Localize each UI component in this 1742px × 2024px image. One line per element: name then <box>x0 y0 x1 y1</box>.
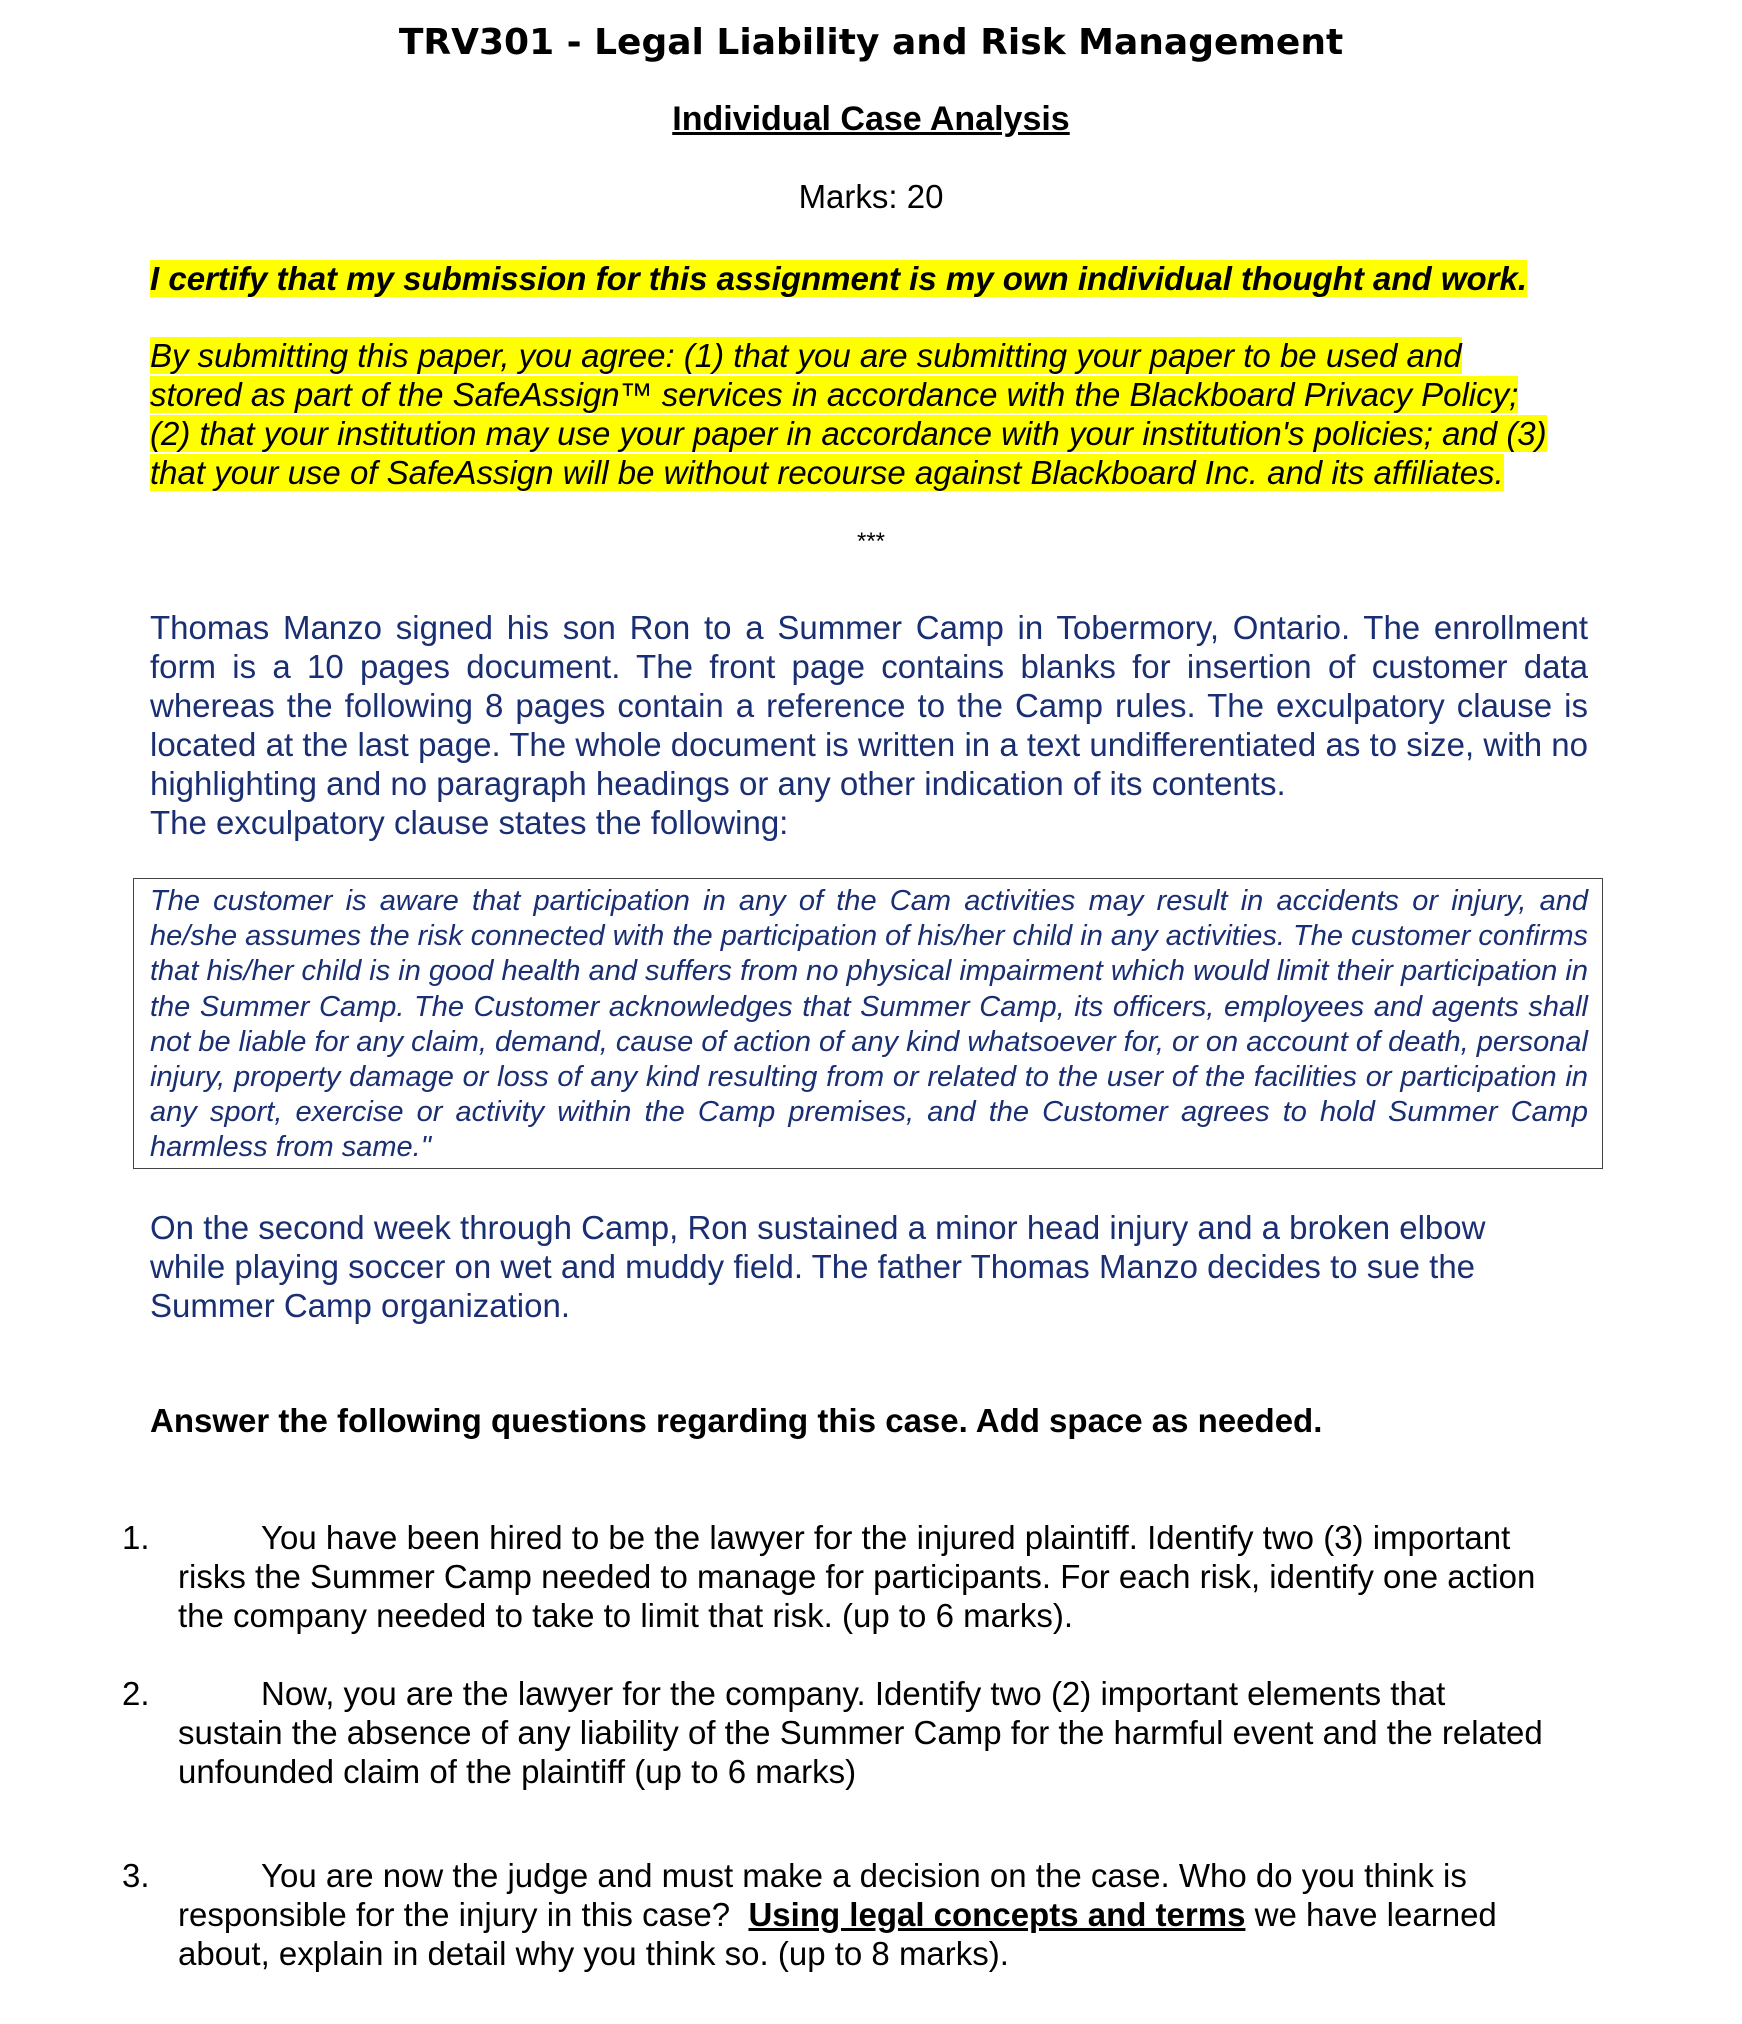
question-body <box>178 1518 1598 1635</box>
marks-label: Marks: 20 <box>798 178 944 215</box>
agreement-line: By submitting this paper, you agree: (1) that you are submitting your paper to be used and <box>150 337 1462 374</box>
question-text: responsible for the injury in this case? <box>178 1896 749 1933</box>
agreement-line: that your use of SafeAssign will be without recourse against Blackboard Inc. and its affiliates. <box>150 454 1504 491</box>
answer-instructions: Answer the following questions regarding this case. Add space as needed. <box>150 1402 1323 1439</box>
event-line: On the second week through Camp, Ron sustained a minor head injury and a broken elbow <box>150 1209 1486 1246</box>
question-line: unfounded claim of the plaintiff (up to 6 marks) <box>178 1753 857 1790</box>
case-event <box>150 1208 1590 1325</box>
question-text: we have learned <box>1245 1896 1497 1933</box>
case-narrative <box>150 608 1588 842</box>
exculpatory-clause-text: The customer is aware that participation in any of the Cam activities may result in accidents or injury, and he/she assumes the risk connected with the participation of his/her child in any activities. The customer confirms that his/her child is in good health and suffers from no physical impairment which would limit their participation in the Summer Camp. The Customer acknowledges that Summer Camp, its officers, employees and agents shall not be liable for any claim, demand, cause of action of any kind whatsoever for, or on account of death, personal injury, property damage or loss of any kind resulting from or related to the user of the facilities or participation in any sport, exercise or activity within the Camp premises, and the Customer agrees to hold Summer Camp harmless from same." <box>150 885 1588 1164</box>
case-narrative-text: Thomas Manzo signed his son Ron to a Summer Camp in Tobermory, Ontario. The enrollment form is a 10 pages document. The front page contains blanks for insertion of customer data whereas the following 8 pages contain a reference to the Camp rules. The exculpatory clause is located at the last page. The whole document is written in a text undifferentiated as to size, with no highlighting and no paragraph headings or any other indication of its contents. <box>150 609 1588 802</box>
question-body <box>178 1674 1598 1791</box>
event-line: while playing soccer on wet and muddy field. The father Thomas Manzo decides to sue the <box>150 1248 1476 1285</box>
question-line: You have been hired to be the lawyer for the injured plaintiff. Identify two (3) important <box>261 1519 1511 1556</box>
question-line: You are now the judge and must make a decision on the case. Who do you think is <box>261 1857 1467 1894</box>
question-number: 3. <box>122 1857 150 1894</box>
question-line: Now, you are the lawyer for the company. Identify two (2) important elements that <box>261 1675 1446 1712</box>
certification-text: I certify that my submission for this assignment is my own individual thought and work. <box>150 260 1528 297</box>
agreement-line: stored as part of the SafeAssign™ services in accordance with the Blackboard Privacy Policy; <box>150 376 1519 413</box>
question-line: the company needed to take to limit that risk. (up to 6 marks). <box>178 1597 1074 1634</box>
safeassign-agreement <box>150 336 1570 492</box>
question-number: 1. <box>122 1519 150 1556</box>
agreement-line: (2) that your institution may use your paper in accordance with your institution's policies; and (3) <box>150 415 1547 452</box>
question-line <box>178 1895 1598 1934</box>
document-subtitle: Individual Case Analysis <box>672 100 1070 138</box>
question-line: about, explain in detail why you think so. (up to 8 marks). <box>178 1935 1009 1972</box>
certification-statement <box>150 256 1527 302</box>
question-body <box>178 1856 1598 1973</box>
emphasized-phrase: Using legal concepts and terms <box>748 1896 1246 1933</box>
clause-intro: The exculpatory clause states the following: <box>150 804 789 841</box>
section-separator: *** <box>856 528 886 555</box>
question-line: risks the Summer Camp needed to manage for participants. For each risk, identify one action <box>178 1558 1536 1595</box>
question-number: 2. <box>122 1675 150 1712</box>
question-line: sustain the absence of any liability of the Summer Camp for the harmful event and the related <box>178 1714 1543 1751</box>
document-title: TRV301 - Legal Liability and Risk Management <box>398 22 1344 63</box>
event-line: Summer Camp organization. <box>150 1287 571 1324</box>
